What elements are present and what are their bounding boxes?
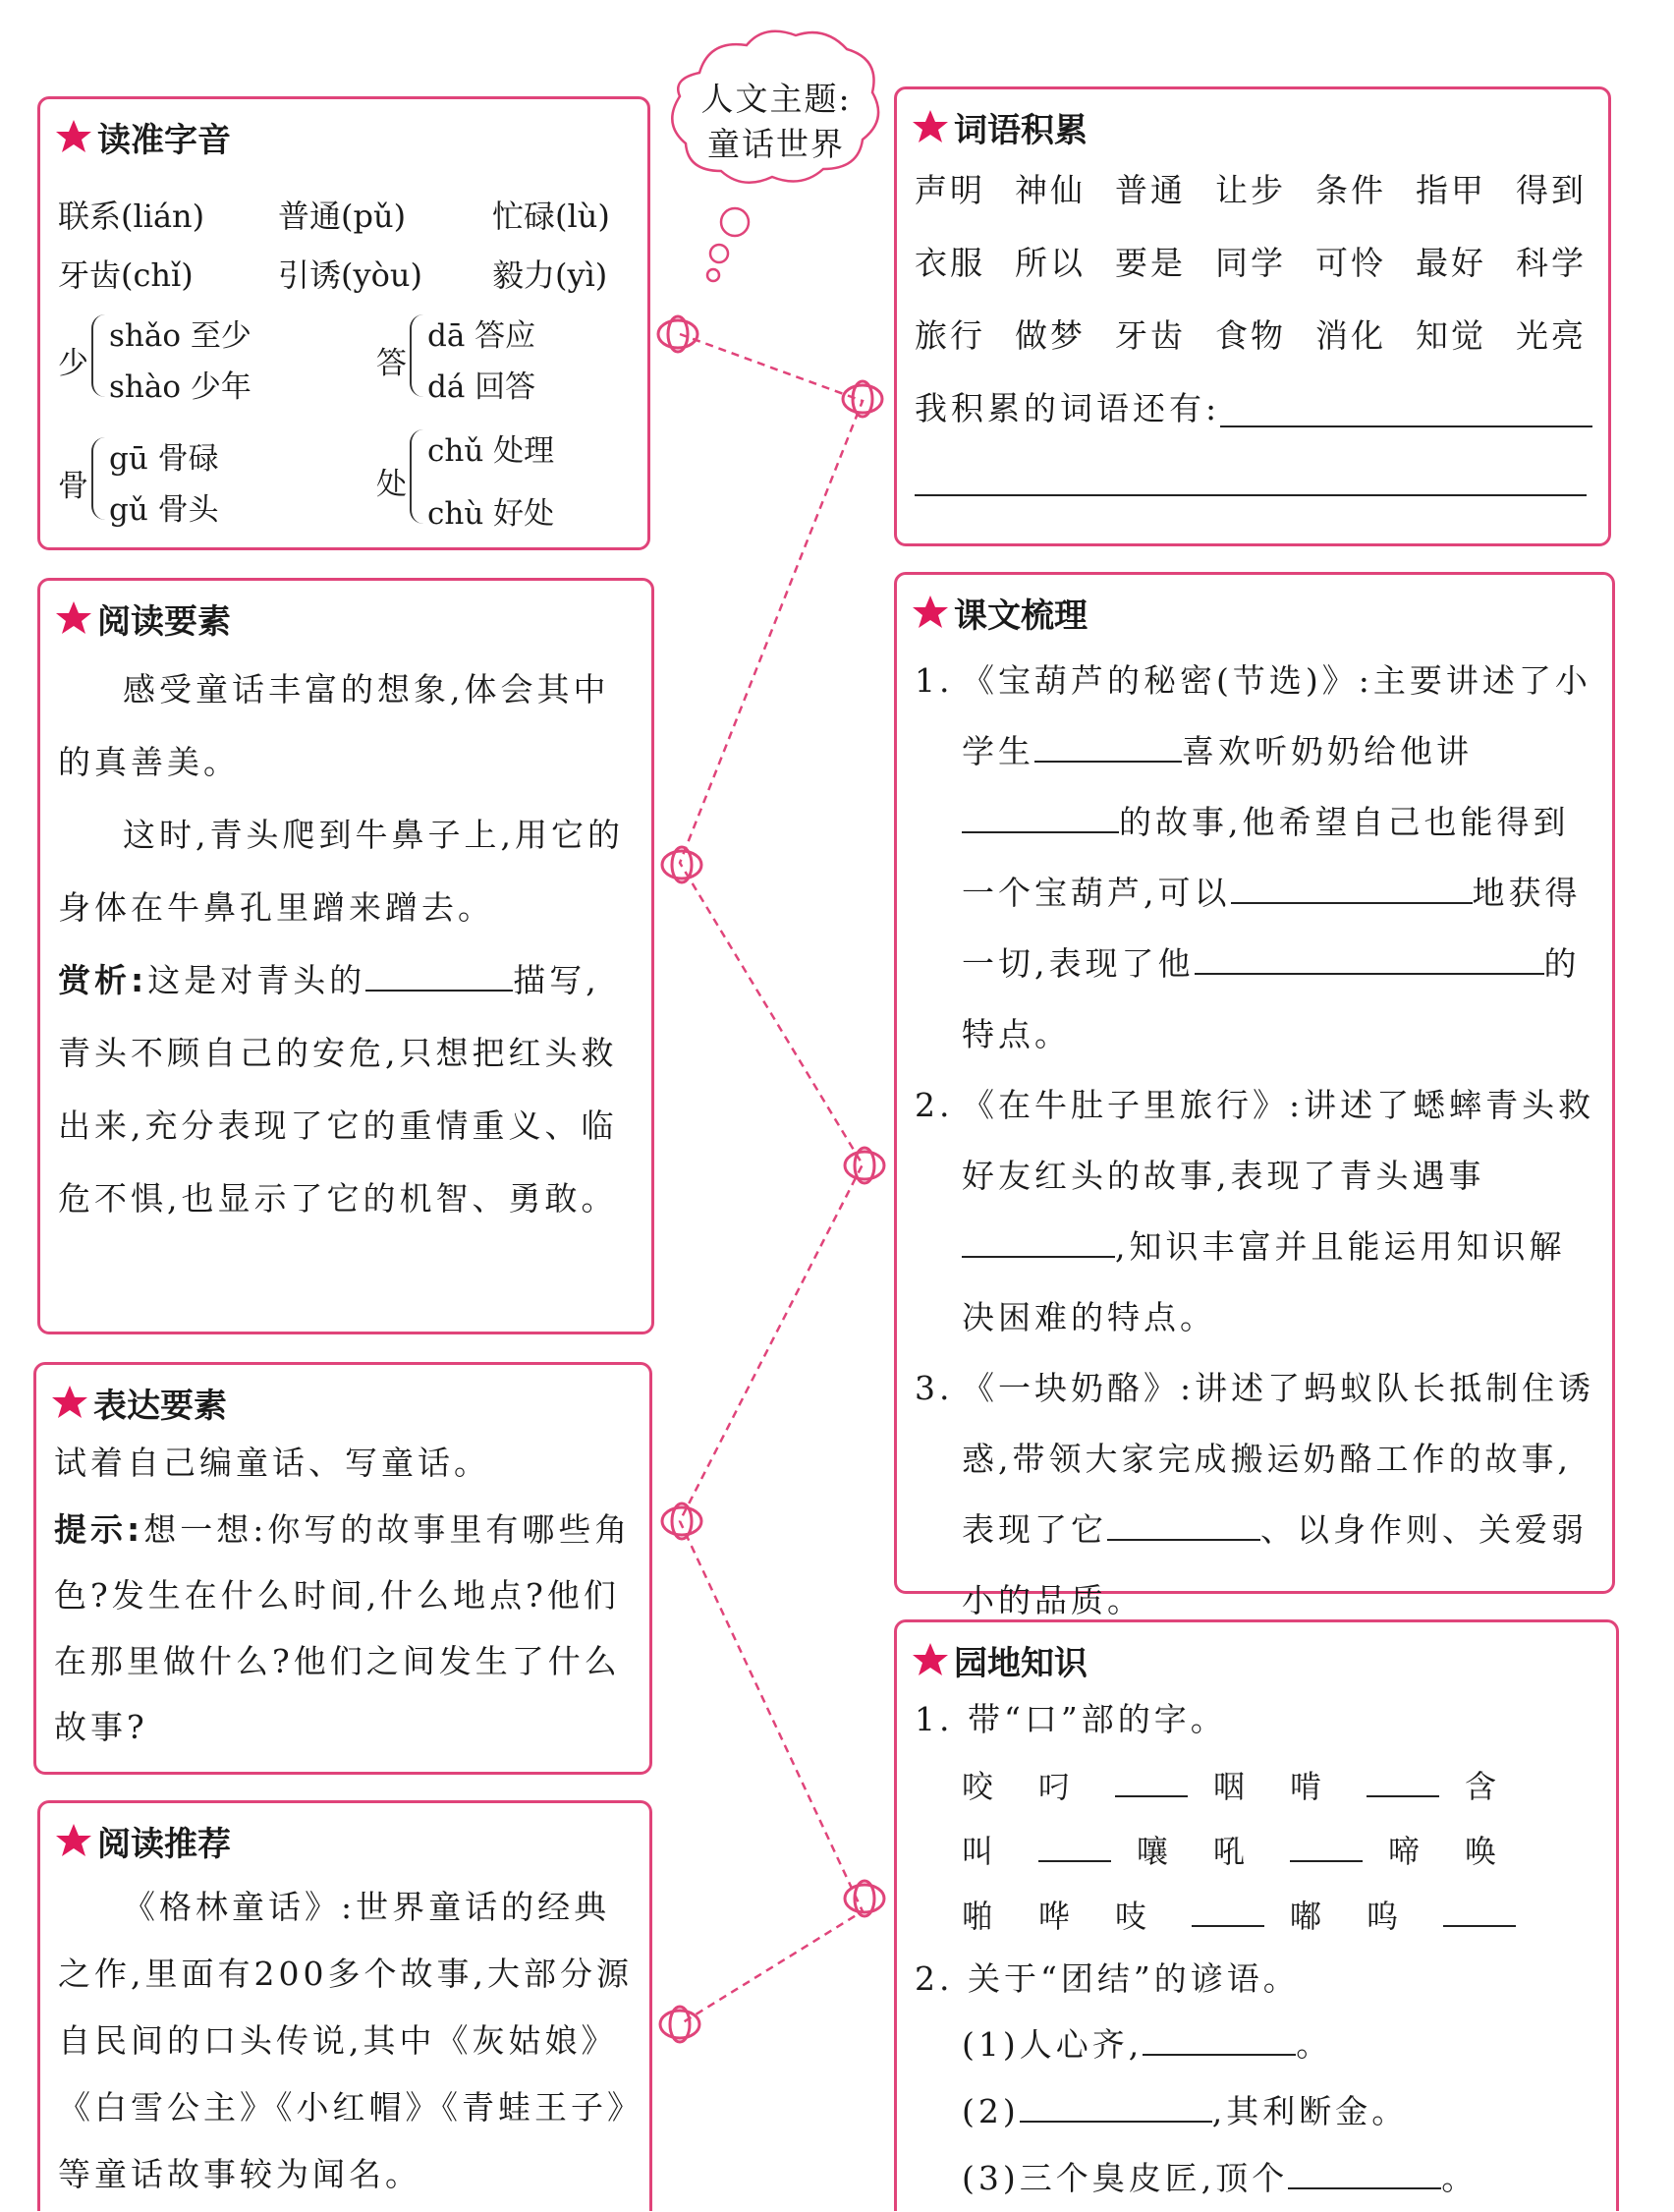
brace-icon	[410, 314, 425, 397]
char-item: 吱	[1115, 1898, 1147, 1935]
recommend-section	[37, 1800, 652, 2211]
q2-text: 关于“团结”的谚语。	[967, 1959, 1300, 1998]
review-item	[915, 646, 1596, 1070]
polyphone-char: 少	[58, 346, 88, 381]
expression-task: 试着自己编童话、写童话。	[54, 1444, 490, 1482]
word-item: 毅力(yì)	[492, 256, 608, 294]
char-item: 吼	[1213, 1833, 1246, 1870]
item-number: 3.	[915, 1369, 954, 1407]
garden-title: 园地知识	[911, 1632, 1600, 1687]
polyphone-reading: dā 答应	[427, 318, 536, 354]
char-item: 咬	[962, 1768, 994, 1805]
recommend-title: 阅读推荐	[54, 1813, 634, 1868]
char-item: 咽	[1213, 1768, 1246, 1805]
proverb-text: 。	[1441, 2159, 1479, 2197]
proverb-item	[915, 2145, 1600, 2212]
vocab-word: 最好	[1416, 244, 1486, 282]
fill-blank[interactable]	[1195, 939, 1544, 975]
fill-blank[interactable]	[1143, 2020, 1296, 2056]
vocab-word: 神仙	[1015, 171, 1086, 209]
ribbon-knot-icon	[845, 1148, 884, 1183]
item-text: 地获得一切,表现了他	[962, 874, 1582, 983]
char-item: 嘟	[1290, 1898, 1322, 1935]
pronunciation-title: 读准字音	[54, 109, 632, 164]
char-item: 啼	[1388, 1833, 1421, 1870]
char-item: 呜	[1367, 1898, 1399, 1935]
hint-label: 提示:	[54, 1510, 144, 1549]
garden-q1: 1. 带“口”部的字。	[915, 1700, 1227, 1738]
char-item: 唤	[1465, 1833, 1497, 1870]
theme-bubble	[688, 77, 865, 167]
polyphone-char: 骨	[58, 469, 88, 504]
polyphone-reading: chù 好处	[427, 496, 555, 532]
char-blank[interactable]	[1192, 1901, 1264, 1927]
item-number: 2.	[915, 1086, 954, 1124]
polyphone-reading: dá 回答	[427, 369, 536, 405]
star-icon	[911, 1640, 950, 1679]
item-text: 《在牛肚子里旅行》:讲述了蟋蟀青头救好友红头的故事,表现了青头遇事	[962, 1086, 1595, 1195]
star-icon	[911, 593, 950, 632]
expression-hint	[54, 1497, 634, 1760]
word-item: 引诱(yòu)	[278, 256, 422, 294]
word-item: 忙碌(lù)	[492, 198, 610, 235]
proverb-text: (2)	[962, 2092, 1020, 2130]
vocab-word: 旅行	[915, 316, 985, 355]
vocab-word: 条件	[1315, 171, 1386, 209]
expression-section	[33, 1362, 652, 1775]
vocab-word: 普通	[1115, 171, 1186, 209]
proverb-text: (3)三个臭皮匠,顶个	[962, 2159, 1289, 2197]
garden-q2: 2. 关于“团结”的谚语。	[915, 1959, 1300, 1998]
theme-line-2: 童话世界	[707, 125, 845, 163]
char-row	[915, 1882, 1600, 1947]
vocab-word: 牙齿	[1115, 316, 1186, 355]
polyphone-reading: shào 少年	[109, 369, 251, 405]
reading-title: 阅读要素	[54, 591, 636, 646]
word-item: 牙齿(chǐ)	[58, 256, 194, 294]
vocab-word: 声明	[915, 171, 985, 209]
ribbon-knot-icon	[658, 316, 698, 352]
reading-section	[37, 578, 654, 1334]
fill-blank[interactable]	[1034, 727, 1182, 763]
char-blank[interactable]	[1115, 1772, 1188, 1797]
vocab-word: 指甲	[1416, 171, 1486, 209]
proverb-text: (1)人心齐,	[962, 2025, 1144, 2064]
char-item: 叼	[1038, 1768, 1071, 1805]
fill-blank[interactable]	[962, 798, 1119, 833]
review-item	[915, 1070, 1596, 1353]
vocab-word: 得到	[1516, 171, 1587, 209]
item-text: 《宝葫芦的秘密(节选)》:主要讲述了小学生	[962, 661, 1591, 770]
char-blank[interactable]	[1038, 1837, 1111, 1862]
char-item: 嚷	[1137, 1833, 1169, 1870]
item-text: 、以身作则、关爱弱小的品质。	[962, 1510, 1588, 1619]
proverb-item	[915, 2012, 1600, 2078]
vocab-fill-line-2[interactable]	[915, 445, 1587, 496]
star-icon	[54, 598, 93, 638]
star-icon	[54, 117, 93, 156]
vocab-word: 可怜	[1315, 244, 1386, 282]
vocab-row	[915, 300, 1587, 372]
char-row	[915, 1817, 1600, 1882]
fill-blank[interactable]	[365, 956, 513, 992]
item-text: 的故事,他希望自己也能得到一个宝葫芦,可以	[962, 803, 1570, 912]
item-text: 喜欢听奶奶给他讲	[1182, 732, 1473, 770]
vocab-word: 同学	[1215, 244, 1286, 282]
theme-line-1: 人文主题:	[700, 80, 852, 118]
vocab-prompt: 我积累的词语还有:	[915, 389, 1221, 427]
text-review-title: 课文梳理	[911, 585, 1596, 640]
polyphone-char: 答	[376, 346, 407, 381]
review-item	[915, 1353, 1596, 1636]
brace-icon	[410, 429, 425, 524]
star-icon	[50, 1383, 89, 1422]
char-item: 叫	[962, 1833, 994, 1870]
recommend-text: 《格林童话》:世界童话的经典之作,里面有200多个故事,大部分源自民间的口头传说,其中《灰姑娘》《白雪公主》《小红帽》《青蛙王子》等童话故事较为闻名。	[58, 1888, 633, 2193]
star-icon	[54, 1821, 93, 1860]
polyphone-reading: gǔ 骨头	[109, 492, 219, 528]
vocab-fill-line[interactable]	[1220, 392, 1592, 427]
fill-blank[interactable]	[1020, 2087, 1212, 2123]
vocab-word: 光亮	[1516, 316, 1587, 355]
analysis-text: 青头不顾自己的安危,只想把红头救出来,充分表现了它的重情重义、临危不惧,也显示了它的机智、勇敢。	[58, 1034, 618, 1218]
vocab-prompt-row	[915, 372, 1592, 445]
hint-text: 想一想:你写的故事里有哪些角色?发生在什么时间,什么地点?他们在那里做什么?他们之间发生了什么故事?	[54, 1510, 632, 1746]
char-item: 啪	[962, 1898, 994, 1935]
analysis-text: 描写,	[513, 961, 600, 999]
polyphone-reading: chǔ 处理	[427, 433, 555, 469]
fill-blank[interactable]	[962, 1222, 1115, 1258]
ribbon-knot-icon	[843, 381, 882, 417]
vocab-word: 衣服	[915, 244, 985, 282]
expression-title: 表达要素	[50, 1375, 634, 1430]
item-text: ,知识丰富并且能运用知识解决困难的特点。	[962, 1227, 1566, 1336]
garden-section	[894, 1619, 1619, 2211]
fill-blank[interactable]	[1107, 1505, 1260, 1541]
vocab-word: 所以	[1015, 244, 1086, 282]
item-text: 的特点。	[962, 944, 1581, 1053]
brace-icon	[91, 437, 107, 520]
vocab-word: 让步	[1215, 171, 1286, 209]
polyphone-char: 处	[376, 467, 407, 502]
reading-analysis	[58, 944, 636, 1235]
vocab-section	[894, 86, 1611, 546]
char-item: 啃	[1290, 1768, 1322, 1805]
item-number: 1.	[915, 661, 954, 700]
text-review-section	[894, 572, 1615, 1619]
item-text: 《一块奶酪》:讲述了蚂蚁队长抵制住诱惑,带领大家完成搬运奶酪工作的故事,表现了它	[962, 1369, 1595, 1549]
q1-text: 带“口”部的字。	[967, 1700, 1227, 1738]
brace-icon	[91, 314, 107, 397]
vocab-word: 做梦	[1015, 316, 1086, 355]
reading-intro: 感受童话丰富的想象,体会其中的真善美。	[58, 670, 610, 781]
char-blank[interactable]	[1367, 1772, 1439, 1797]
vocab-word: 知觉	[1416, 316, 1486, 355]
analysis-label: 赏析:	[58, 961, 148, 999]
char-item: 哗	[1038, 1898, 1071, 1935]
word-item: 联系(lián)	[58, 198, 205, 235]
char-row	[915, 1752, 1600, 1817]
vocab-row	[915, 227, 1587, 300]
char-blank[interactable]	[1290, 1837, 1363, 1862]
ribbon-knot-icon	[660, 2007, 699, 2042]
vocab-word: 要是	[1115, 244, 1186, 282]
star-icon	[911, 107, 950, 146]
vocab-word: 科学	[1516, 244, 1587, 282]
pronunciation-section	[37, 96, 650, 550]
fill-blank[interactable]	[1288, 2154, 1441, 2189]
vocab-row	[915, 154, 1587, 227]
reading-example: 这时,青头爬到牛鼻子上,用它的身体在牛鼻孔里蹭来蹭去。	[58, 816, 624, 927]
proverb-text: ,其利断金。	[1211, 2092, 1409, 2130]
polyphone-reading: shǎo 至少	[109, 318, 251, 354]
char-item: 含	[1465, 1768, 1497, 1805]
ribbon-knot-icon	[662, 1503, 701, 1539]
fill-blank[interactable]	[1231, 869, 1473, 904]
vocab-title: 词语积累	[911, 99, 1592, 154]
char-blank[interactable]	[1443, 1901, 1516, 1927]
analysis-text: 这是对青头的	[147, 961, 366, 999]
vocab-word: 食物	[1215, 316, 1286, 355]
proverb-item	[915, 2078, 1600, 2145]
vocab-word: 消化	[1315, 316, 1386, 355]
polyphone-reading: gū 骨碌	[109, 441, 219, 477]
proverb-text: 。	[1296, 2025, 1333, 2064]
word-item: 普通(pǔ)	[278, 198, 407, 235]
